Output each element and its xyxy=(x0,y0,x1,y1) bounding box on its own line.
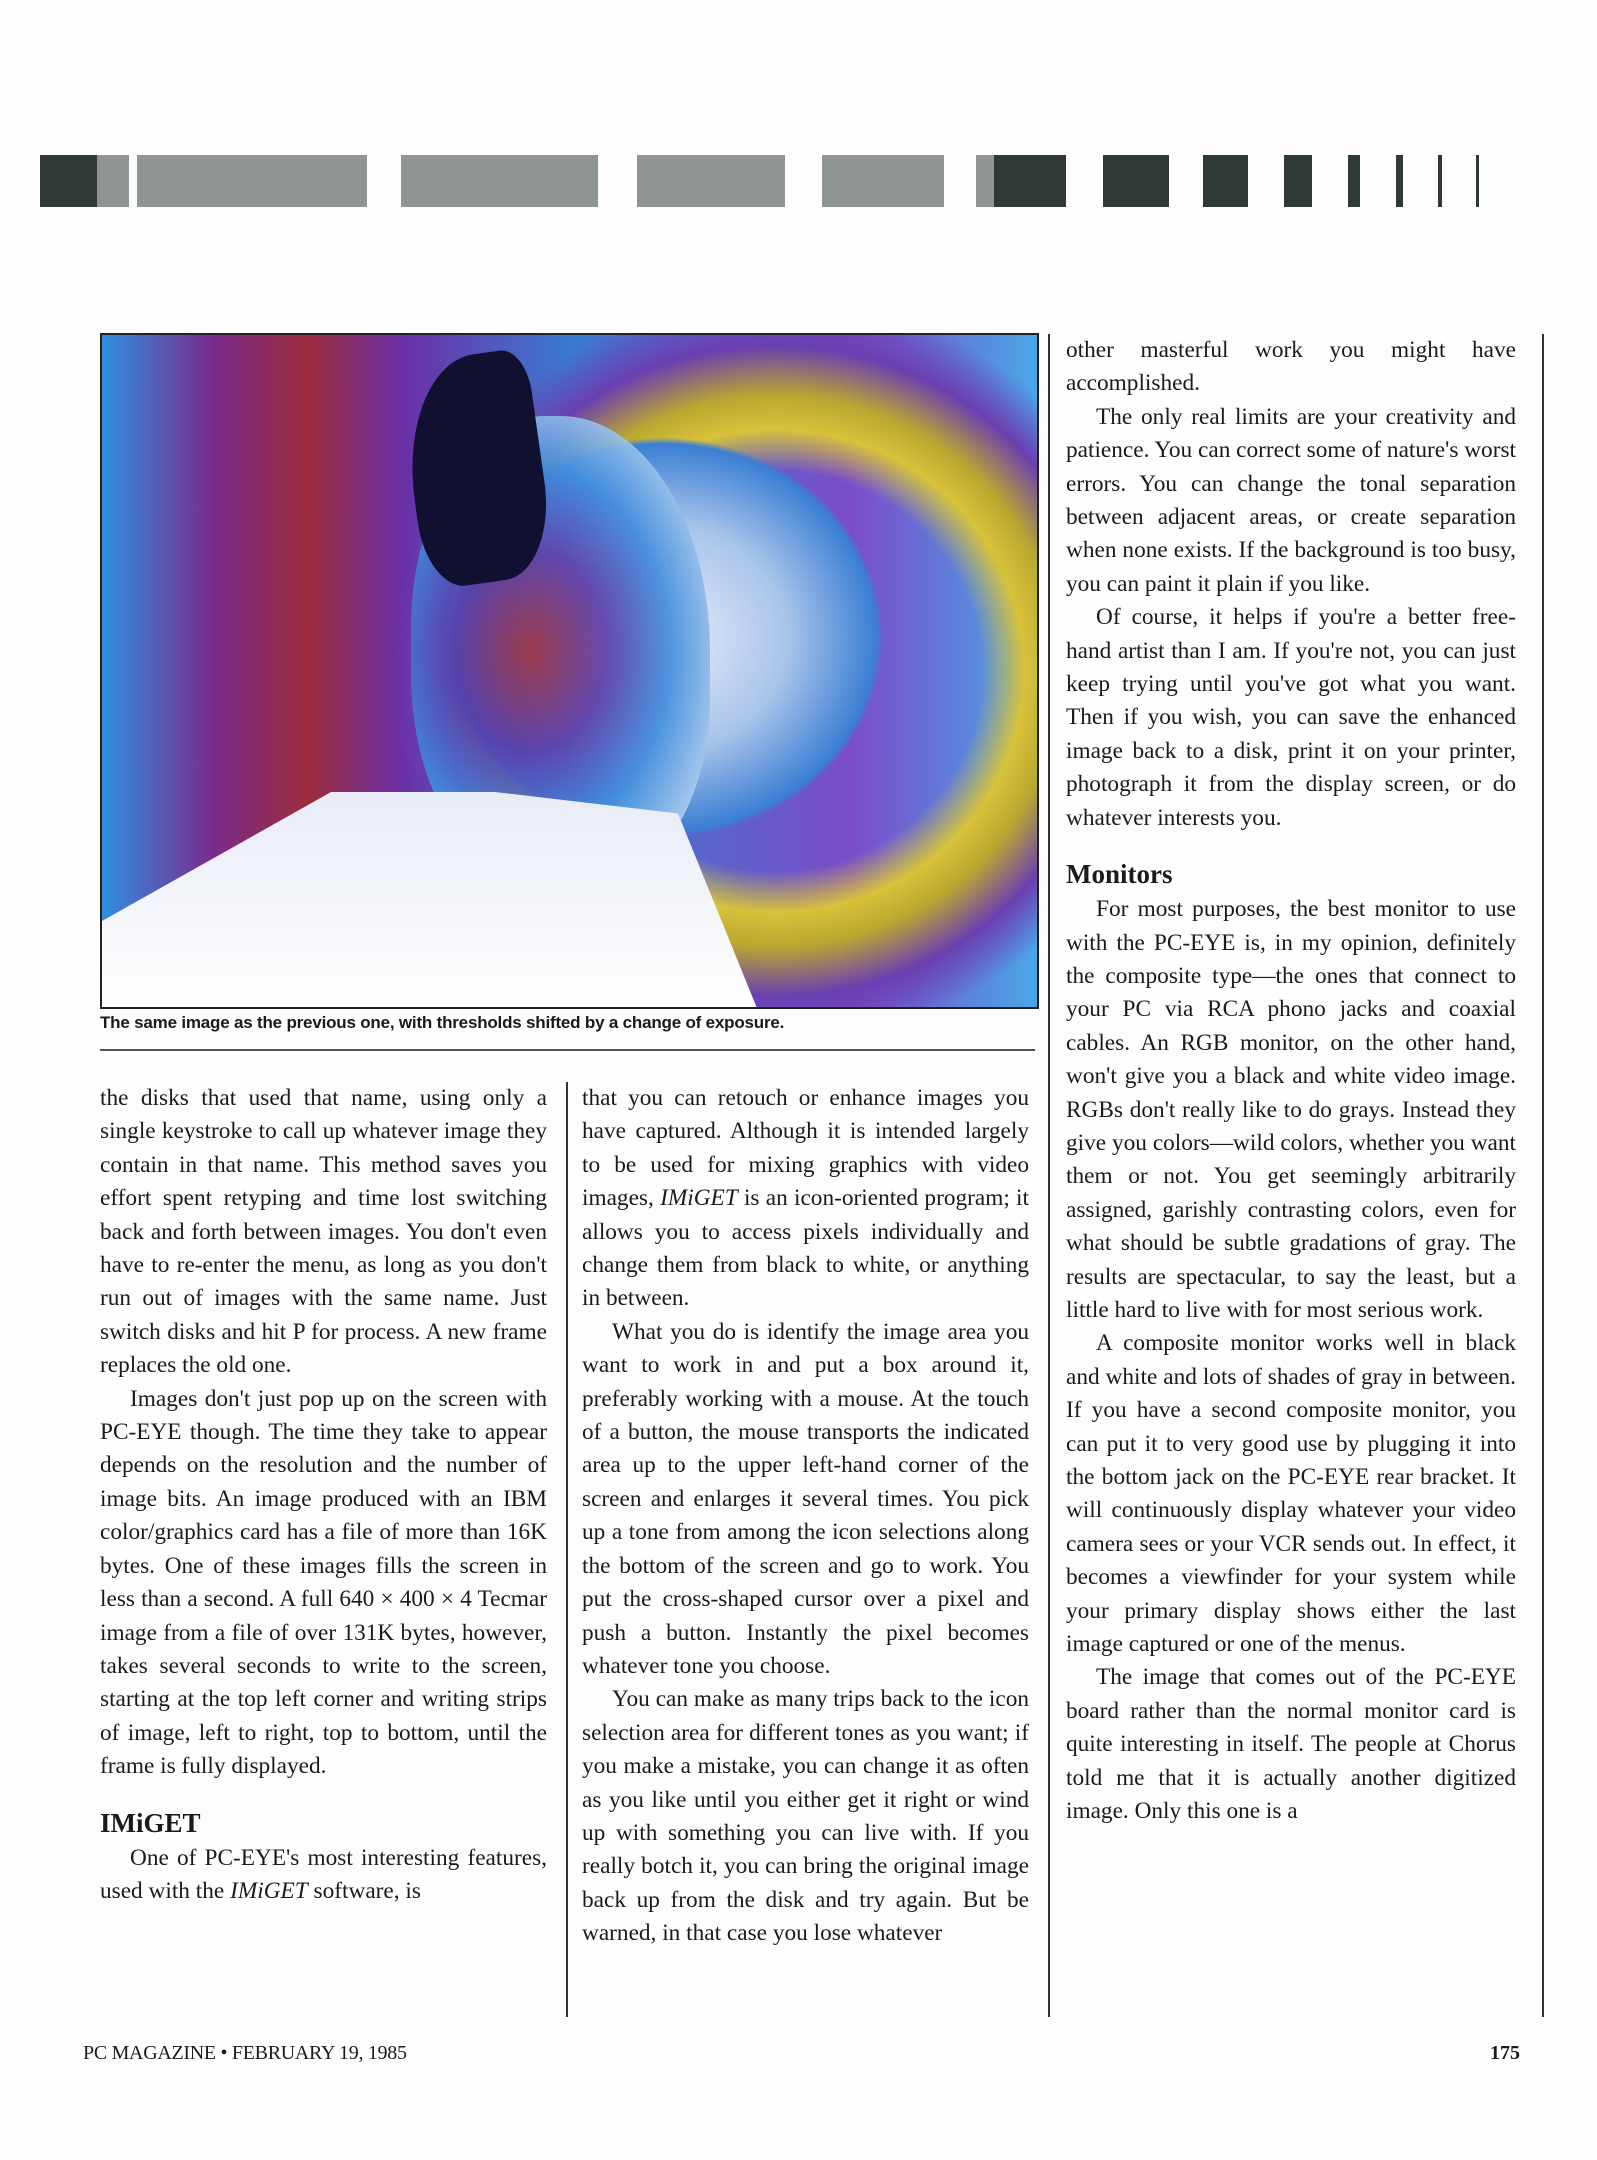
header-bar xyxy=(137,155,367,207)
header-gray-bars xyxy=(40,155,1560,207)
publication-footer: PC MAGAZINE • FEBRUARY 19, 1985 xyxy=(83,2042,407,2064)
header-bar xyxy=(1396,155,1403,207)
header-bar xyxy=(822,155,944,207)
section-heading-monitors: Monitors xyxy=(1066,859,1173,890)
header-bar xyxy=(994,155,1066,207)
article-column-3 xyxy=(1066,334,1516,1828)
header-bar xyxy=(1103,155,1169,207)
section-heading-imiget: IMiGET xyxy=(100,1807,201,1838)
article-column-1 xyxy=(100,1082,547,1908)
paragraph: Images don't just pop up on the screen with PC-EYE though. The time they take to appear depends on the resolution and the number of image bits. An image produced with an IBM color/graphics card has a file of more than 16K bytes. One of these images fills the screen in less than a second. A full 640 × 400 × 4 Tecmar image from a file of over 131K bytes, however, takes several seconds to write to the screen, starting at the top left corner and writing strips of image, left to right, top to bottom, until the frame is fully displayed. xyxy=(100,1385,547,1780)
header-bar xyxy=(1284,155,1312,207)
header-bar xyxy=(401,155,598,207)
paragraph: You can make as many trips back to the icon selection area for different tones as you want; if you make a mistake, you can change it as often as you like until you either get it right or wind up with something you can live with. If you really botch it, you can bring the original image back up from the disk and try again. But be warned, in that case you lose whatever xyxy=(582,1686,1029,1947)
header-bar xyxy=(1438,155,1442,207)
paragraph: Of course, it helps if you're a better free-hand artist than I am. If you're not, you can just keep trying until you've got what you want. Then if you wish, you can save the enhanced image back to a disk, print it on your printer, photograph it from the display screen, or do whatever interests you. xyxy=(1066,604,1516,831)
header-bar xyxy=(40,155,97,207)
header-bar xyxy=(637,155,785,207)
portrait-shirt xyxy=(102,792,757,1007)
figure-caption: The same image as the previous one, with thresholds shifted by a change of exposure. xyxy=(100,1013,785,1032)
right-page-rule xyxy=(1542,334,1544,2017)
paragraph: A composite monitor works well in black and white and lots of shades of gray in between. If you have a second composite monitor, you can put it to very good use by plugging it into the bottom jack on the PC-EYE rear bracket. It will continuously display whatever your video camera sees or your VCR sends out. In effect, it becomes a viewfinder for your system while your primary display shows either the last image captured or one of the menus. xyxy=(1066,1330,1516,1658)
caption-divider xyxy=(100,1049,1035,1051)
false-color-portrait-image xyxy=(100,333,1039,1009)
paragraph: One of PC-EYE's most interesting features, used with the IMiGET software, is xyxy=(100,1844,547,1904)
article-column-2 xyxy=(582,1082,1029,1951)
paragraph: The only real limits are your creativity and patience. You can correct some of nature's worst errors. You can change the tonal separation between adjacent areas, or create separation when none exists. If the background is too busy, you can paint it plain if you like. xyxy=(1066,403,1516,597)
header-bar xyxy=(97,155,129,207)
paragraph: What you do is identify the image area you want to work in and put a box around it, preferably working with a mouse. At the touch of a button, the mouse transports the indicated area up to the upper left-hand corner of the screen and enlarges it several times. You pick up a tone from among the icon selections along the bottom of the screen and go to work. You put the cross-shaped cursor over a pixel and push a button. Instantly the pixel becomes whatever tone you choose. xyxy=(582,1318,1029,1679)
header-bar xyxy=(1348,155,1360,207)
paragraph: the disks that used that name, using only a single keystroke to call up whatever image they contain in that name. This method saves you effort spent retyping and time lost switching back and forth between images. You don't even have to re-enter the menu, as long as you don't run out of images with the same name. Just switch disks and hit P for process. A new frame replaces the old one. xyxy=(100,1085,547,1379)
column-divider-1 xyxy=(566,1082,568,2017)
page-number: 175 xyxy=(1490,2042,1520,2064)
header-bar xyxy=(976,155,994,207)
header-bar xyxy=(1476,155,1479,207)
paragraph: other masterful work you might have accomplished. xyxy=(1066,337,1516,397)
paragraph: that you can retouch or enhance images you have captured. Although it is intended largely to be used for mixing graphics with video images, IMiGET is an icon-oriented program; it allows you to access pixels individually and change them from black to white, or anything in between. xyxy=(582,1085,1030,1312)
paragraph: The image that comes out of the PC-EYE board rather than the normal monitor card is quite interesting in itself. The people at Chorus told me that it is actually another digitized image. Only this one is a xyxy=(1066,1664,1516,1825)
paragraph: For most purposes, the best monitor to use with the PC-EYE is, in my opinion, definitely the composite type—the ones that connect to your PC via RCA phono jacks and coaxial cables. An RGB monitor, on the other hand, won't give you a black and white video image. RGBs don't really like to do grays. Instead they give you colors—wild colors, whether you want them or not. You get seemingly arbitrarily assigned, garishly contrasting colors, even for what should be subtle gradations of gray. The results are spectacular, to say the least, but a little hard to live with for most serious work. xyxy=(1066,896,1516,1323)
header-bar xyxy=(1203,155,1248,207)
column-divider-2 xyxy=(1048,334,1050,2017)
